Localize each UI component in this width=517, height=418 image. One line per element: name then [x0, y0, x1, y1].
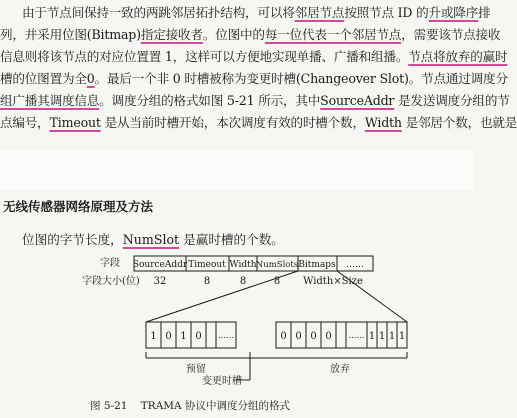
field-bitmaps: Bitmaps	[298, 260, 336, 270]
bit-cell: 1	[378, 331, 386, 342]
bit-cell: 1	[388, 331, 396, 342]
size-bitmaps: Width×Size	[303, 276, 363, 287]
text-span: 列，并采用位图(Bitmap)	[0, 27, 141, 42]
field-sourceaddr: SourceAddr	[132, 260, 188, 270]
text-span: 是邻居个数，也就是	[401, 115, 517, 130]
text-span: 按照节点 ID 的	[344, 5, 429, 20]
text-span: 是赢时槽的个数。	[179, 232, 284, 247]
label-changeover: 变更时槽	[202, 376, 242, 387]
highlighted-text: 0	[86, 71, 95, 86]
label-reserve: 预留	[186, 364, 206, 375]
size-sourceaddr: 32	[153, 276, 167, 287]
field-more: ……	[346, 260, 364, 270]
field-width: Width	[229, 260, 257, 270]
text-span: 槽的位图置为全	[0, 71, 87, 86]
field-row-label: 字段	[100, 258, 120, 269]
size-timeout: 8	[203, 276, 211, 287]
size-row-label: 字段大小(位)	[82, 276, 140, 287]
highlighted-text: 指定接收者	[140, 27, 203, 42]
text-span: 。最后一个非 0 时槽被称为变更时槽(Changeover Slot)。节点通过调度分	[94, 71, 508, 86]
bit-cell: 0	[280, 331, 287, 342]
bit-cell: 1	[398, 331, 406, 342]
highlighted-text: 升或降序	[428, 5, 479, 20]
figure-caption: 图 5-21 TRAMA 协议中调度分组的格式	[90, 400, 290, 412]
highlighted-text: Width	[364, 115, 402, 130]
highlighted-text: Timeout	[49, 115, 101, 130]
highlighted-text: 邻居节点	[294, 5, 345, 20]
bit-cell: 0	[165, 331, 172, 342]
ellipsis: ……	[218, 331, 234, 340]
bit-cell: 1	[150, 331, 157, 342]
page-header: 无线传感器网络原理及方法	[3, 199, 154, 214]
highlighted-text: NumSlot	[122, 232, 180, 247]
text-span: 位图的字节长度，	[22, 232, 123, 247]
highlighted-text: SourceAddr	[320, 93, 395, 108]
expansion-lines	[146, 271, 407, 322]
text-span: 由于节点间保持一致的两跳邻居拓扑结构，可以将	[22, 5, 295, 20]
text-span: 点编号，	[0, 115, 50, 130]
bit-cell: 0	[195, 331, 202, 342]
label-giveup: 放弃	[330, 364, 350, 375]
ellipsis: ……	[348, 331, 365, 340]
highlighted-text: 组广播其调度信息	[0, 93, 100, 108]
field-timeout: Timeout	[188, 260, 226, 270]
size-numslots: 8	[273, 276, 281, 287]
text-span: ，需要该节点接收	[401, 27, 501, 42]
bit-cell: 1	[180, 331, 187, 342]
text-span: 信息则将该节点的对应位置置 1，这样可以方便地实现单播、广播和组播。	[0, 49, 409, 64]
text-span: 。位图中的	[202, 27, 265, 42]
highlighted-text: 节点将放弃的赢时	[408, 49, 508, 64]
text-span: 是发送调度分组的节	[394, 93, 510, 108]
highlighted-text: 每一位代表一个邻居节点	[264, 27, 402, 42]
text-span: 。调度分组的格式如图 5-21 所示，其中	[99, 93, 321, 108]
text-span: 是从当前时槽开始，本次调度有效的时槽个数，	[100, 115, 365, 130]
bit-cell: 0	[295, 331, 302, 342]
size-width: 8	[239, 276, 247, 287]
bit-cell: 0	[325, 331, 332, 342]
bit-cell: 0	[310, 331, 317, 342]
field-numslots: NumSlots	[255, 260, 299, 270]
text-span: 排	[478, 5, 491, 20]
bit-cell: 1	[368, 331, 376, 342]
